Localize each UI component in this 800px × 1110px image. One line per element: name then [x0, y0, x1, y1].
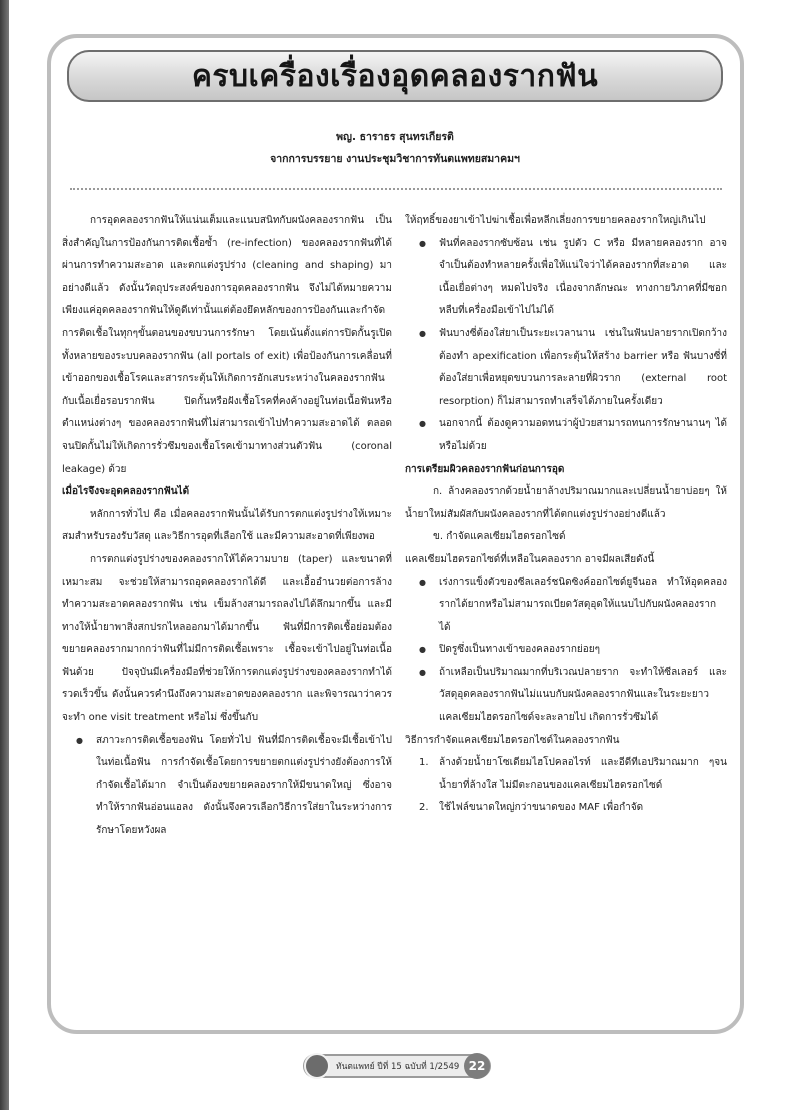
item-number: 1. [419, 757, 429, 769]
paragraph: หลักการทั่วไป คือ เมื่อคลองรากฟันนั้นได้รับการตกแต่งรูปร่างให้เหมาะสมสำหรับรองรับวัสดุ และวิธีการอุดที่เลือกใช้ และมีความสะอาดที่เพียงพอ [62, 508, 392, 543]
author-name: พญ. ธาราธร สุนทรเกียรติ [336, 131, 454, 143]
section-heading: เมื่อไรจึงจะอุดคลองรากฟันได้ [62, 486, 190, 498]
sub-bullet-item: ● ถ้าเหลือเป็นปริมาณมากที่บริเวณปลายราก จะทำให้ซีลเลอร์ และวัสดุอุดคลองรากฟันไม่แนบกับผนังคลองรากฟันและในระยะยาว แคลเซียมไฮดรอกไซด์จะละลายไป เกิดการรั่วซึมได้ [405, 662, 727, 730]
dotted-divider [70, 188, 722, 190]
paragraph: วิธีการกำจัดแคลเซียมไฮดรอกไซด์ในคลองรากฟัน [405, 734, 620, 746]
page-number: 22 [464, 1053, 490, 1079]
lecture-source: จากการบรรยาย งานประชุมวิชาการทันตแพทยสมาคมฯ [270, 153, 520, 165]
section-heading: การเตรียมผิวคลองรากฟันก่อนการอุด [405, 463, 565, 475]
paragraph: การตกแต่งรูปร่างของคลองรากให้ได้ความบาย (taper) และขนาดที่เหมาะสม จะช่วยให้สามารถอุดคลองรากได้ดี และเอื้ออำนวยต่อการล้างทำความสะอาดคลองรากฟัน เช่น เข็มล้างสามารถลงไปได้ลึกมากขึ้น และมีทางให้น้ำยาพาสิ่งสกปรกไหลออกมาได้มากขึ้น ฟันที่มีการติดเชื้อย่อมต้องขยายคลองรากมากกว่าฟันที่ไม่มีการติดเชื้อเพราะ เชื้อจะเข้าไปอยู่ในท่อเนื้อฟันด้วย ปัจจุบันมีเครื่องมือที่ช่วยให้การตกแต่งรูปร่างของคลองรากทำได้รวดเร็วขึ้น ดังนั้นควรคำนึงถึงความสะอาดของคลองราก และพิจารณาว่าควรจะทำ one visit treatment หรือไม่ ซึ่งขึ้นกับ [62, 553, 392, 724]
page-footer [0, 1046, 800, 1086]
item-text: ล้างด้วยน้ำยาโซเดียมไฮโปคลอไรท์ และอีดีทีเอปริมาณมาก ๆจนน้ำยาที่ล้างใส ไม่มีตะกอนของแคลเซียมไฮดรอกไซด์ [439, 757, 727, 791]
journal-logo-icon [304, 1053, 330, 1079]
bullet-item: ● สภาวะการติดเชื้อของฟัน โดยทั่วไป ฟันที่มีการติดเชื้อจะมีเชื้อเข้าไปในท่อเนื้อฟัน การกำจัดเชื้อโดยการขยายตกแต่งรูปร่างยังต้องการให้กำจัดเชื้อได้มาก จำเป็นต้องขยายคลองรากให้มีขนาดใหญ่ ซึ่งอาจทำให้รากฟันอ่อนแอลง ดังนั้นจึงควรเลือกวิธีการใส่ยาในระหว่างการรักษาโดยหวังผล [62, 730, 392, 843]
numbered-item [405, 752, 727, 797]
list-item-ka: ก. ล้างคลองรากด้วยน้ำยาล้างปริมาณมากและเปลี่ยนน้ำยาบ่อยๆ ให้น้ำยาใหม่สัมผัสกับผนังคลองรากที่ได้ตกแต่งรูปร่างอย่างดีแล้ว [405, 486, 727, 520]
numbered-item [405, 797, 727, 820]
page-spine-shadow [0, 0, 9, 1110]
left-column [62, 210, 392, 843]
item-number: 2. [419, 802, 429, 814]
article-title: ครบเครื่องเรื่องอุดคลองรากฟัน [191, 58, 599, 94]
item-text: ใช้ไฟล์ขนาดใหญ่กว่าขนาดของ MAF เพื่อกำจัด [439, 802, 644, 814]
journal-info: ทันตแพทย์ ปีที่ 15 ฉบับที่ 1/2549 [336, 1062, 460, 1072]
sub-bullet-item: ● ปิดรูซึ่งเป็นทางเข้าของคลองรากย่อยๆ [405, 639, 727, 662]
paragraph: แคลเซียมไฮดรอกไซด์ที่เหลือในคลองราก อาจมีผลเสียดังนี้ [405, 553, 655, 565]
right-column [405, 210, 727, 820]
list-item-kha: ข. กำจัดแคลเซียมไฮดรอกไซด์ [433, 531, 566, 543]
bullet-item: ● ฟันที่คลองรากซับซ้อน เช่น รูปตัว C หรือ มีหลายคลองราก อาจจำเป็นต้องทำหลายครั้งเพื่อให้แน่ใจว่าได้คลองรากที่สะอาด และเนื้อเยื่อต่างๆ หมดไปจริง เนื่องจากลักษณะ ทางกายวิภาคที่มีซอกหลืบที่เครื่องมือเข้าไปไม่ได้ [405, 233, 727, 323]
bullet-item: ● นอกจากนี้ ต้องดูความอดทนว่าผู้ป่วยสามารถทนการรักษานานๆ ได้หรือไม่ด้วย [405, 413, 727, 458]
byline [67, 126, 723, 170]
bullet-item: ● ฟันบางซี่ต้องใส่ยาเป็นระยะเวลานาน เช่นในฟันปลายรากเปิดกว้าง ต้องทำ apexification เพื่อกระตุ้นให้สร้าง barrier หรือ ฟันบางซี่ที่ต้องใส่ยาเพื่อหยุดขบวนการละลายที่ผิวราก (external root resorption) ก็ไม่สามารถทำเสร็จได้ภายในครั้งเดียว [405, 323, 727, 413]
paragraph: ให้ฤทธิ์ของยาเข้าไปฆ่าเชื้อเพื่อหลีกเลี่ยงการขยายคลองรากใหญ่เกินไป [405, 215, 706, 226]
sub-bullet-item: ● เร่งการแข็งตัวของซีลเลอร์ชนิดซิงค์ออกไซด์ยูจีนอล ทำให้อุดคลองรากได้ยากหรือไม่สามารถเบียดวัสดุอุดให้แนบไปกับผนังคลองรากได้ [405, 572, 727, 640]
title-banner [67, 50, 723, 102]
paragraph: การอุดคลองรากฟันให้แน่นเต็มและแนบสนิทกับผนังคลองรากฟัน เป็นสิ่งสำคัญในการป้องกันการติดเชื้อซ้ำ (re-infection) ของคลองรากฟันที่ได้ผ่านการทำความสะอาด และตกแต่งรูปร่าง (cleaning and shaping) มาอย่างดีแล้ว ดังนั้นวัตถุประสงค์ของการอุดคลองรากฟัน จึงไม่ได้หมายความเพียงแค่อุดคลองรากฟันให้ดูดีเท่านั้นแต่ต้องยึดหลักของการป้องกันและกำจัดการติดเชื้อในทุกๆขั้นตอนของขบวนการรักษา โดยเน้นตั้งแต่การปิดกั้นรูเปิดทั้งหลายของระบบคลองรากฟัน (all portals of exit) เพื่อป้องกันการเคลื่อนที่เข้าออกของเชื้อโรคและสารกระตุ้นให้เกิดการอักเสบระหว่างในคลองรากฟันกับเนื้อเยื่อรอบรากฟัน ปิดกั้นหรือฝังเชื้อโรคที่คงค้างอยู่ในท่อเนื้อฟันหรือ ตำแหน่งต่างๆ ของคลองรากฟันที่ไม่สามารถเข้าไปทำความสะอาดได้ ตลอดจนปิดกั้นไม่ให้เกิดการรั่วซึมของเชื้อโรคเข้ามาทางส่วนตัวฟัน (coronal leakage) ด้วย [62, 215, 392, 475]
